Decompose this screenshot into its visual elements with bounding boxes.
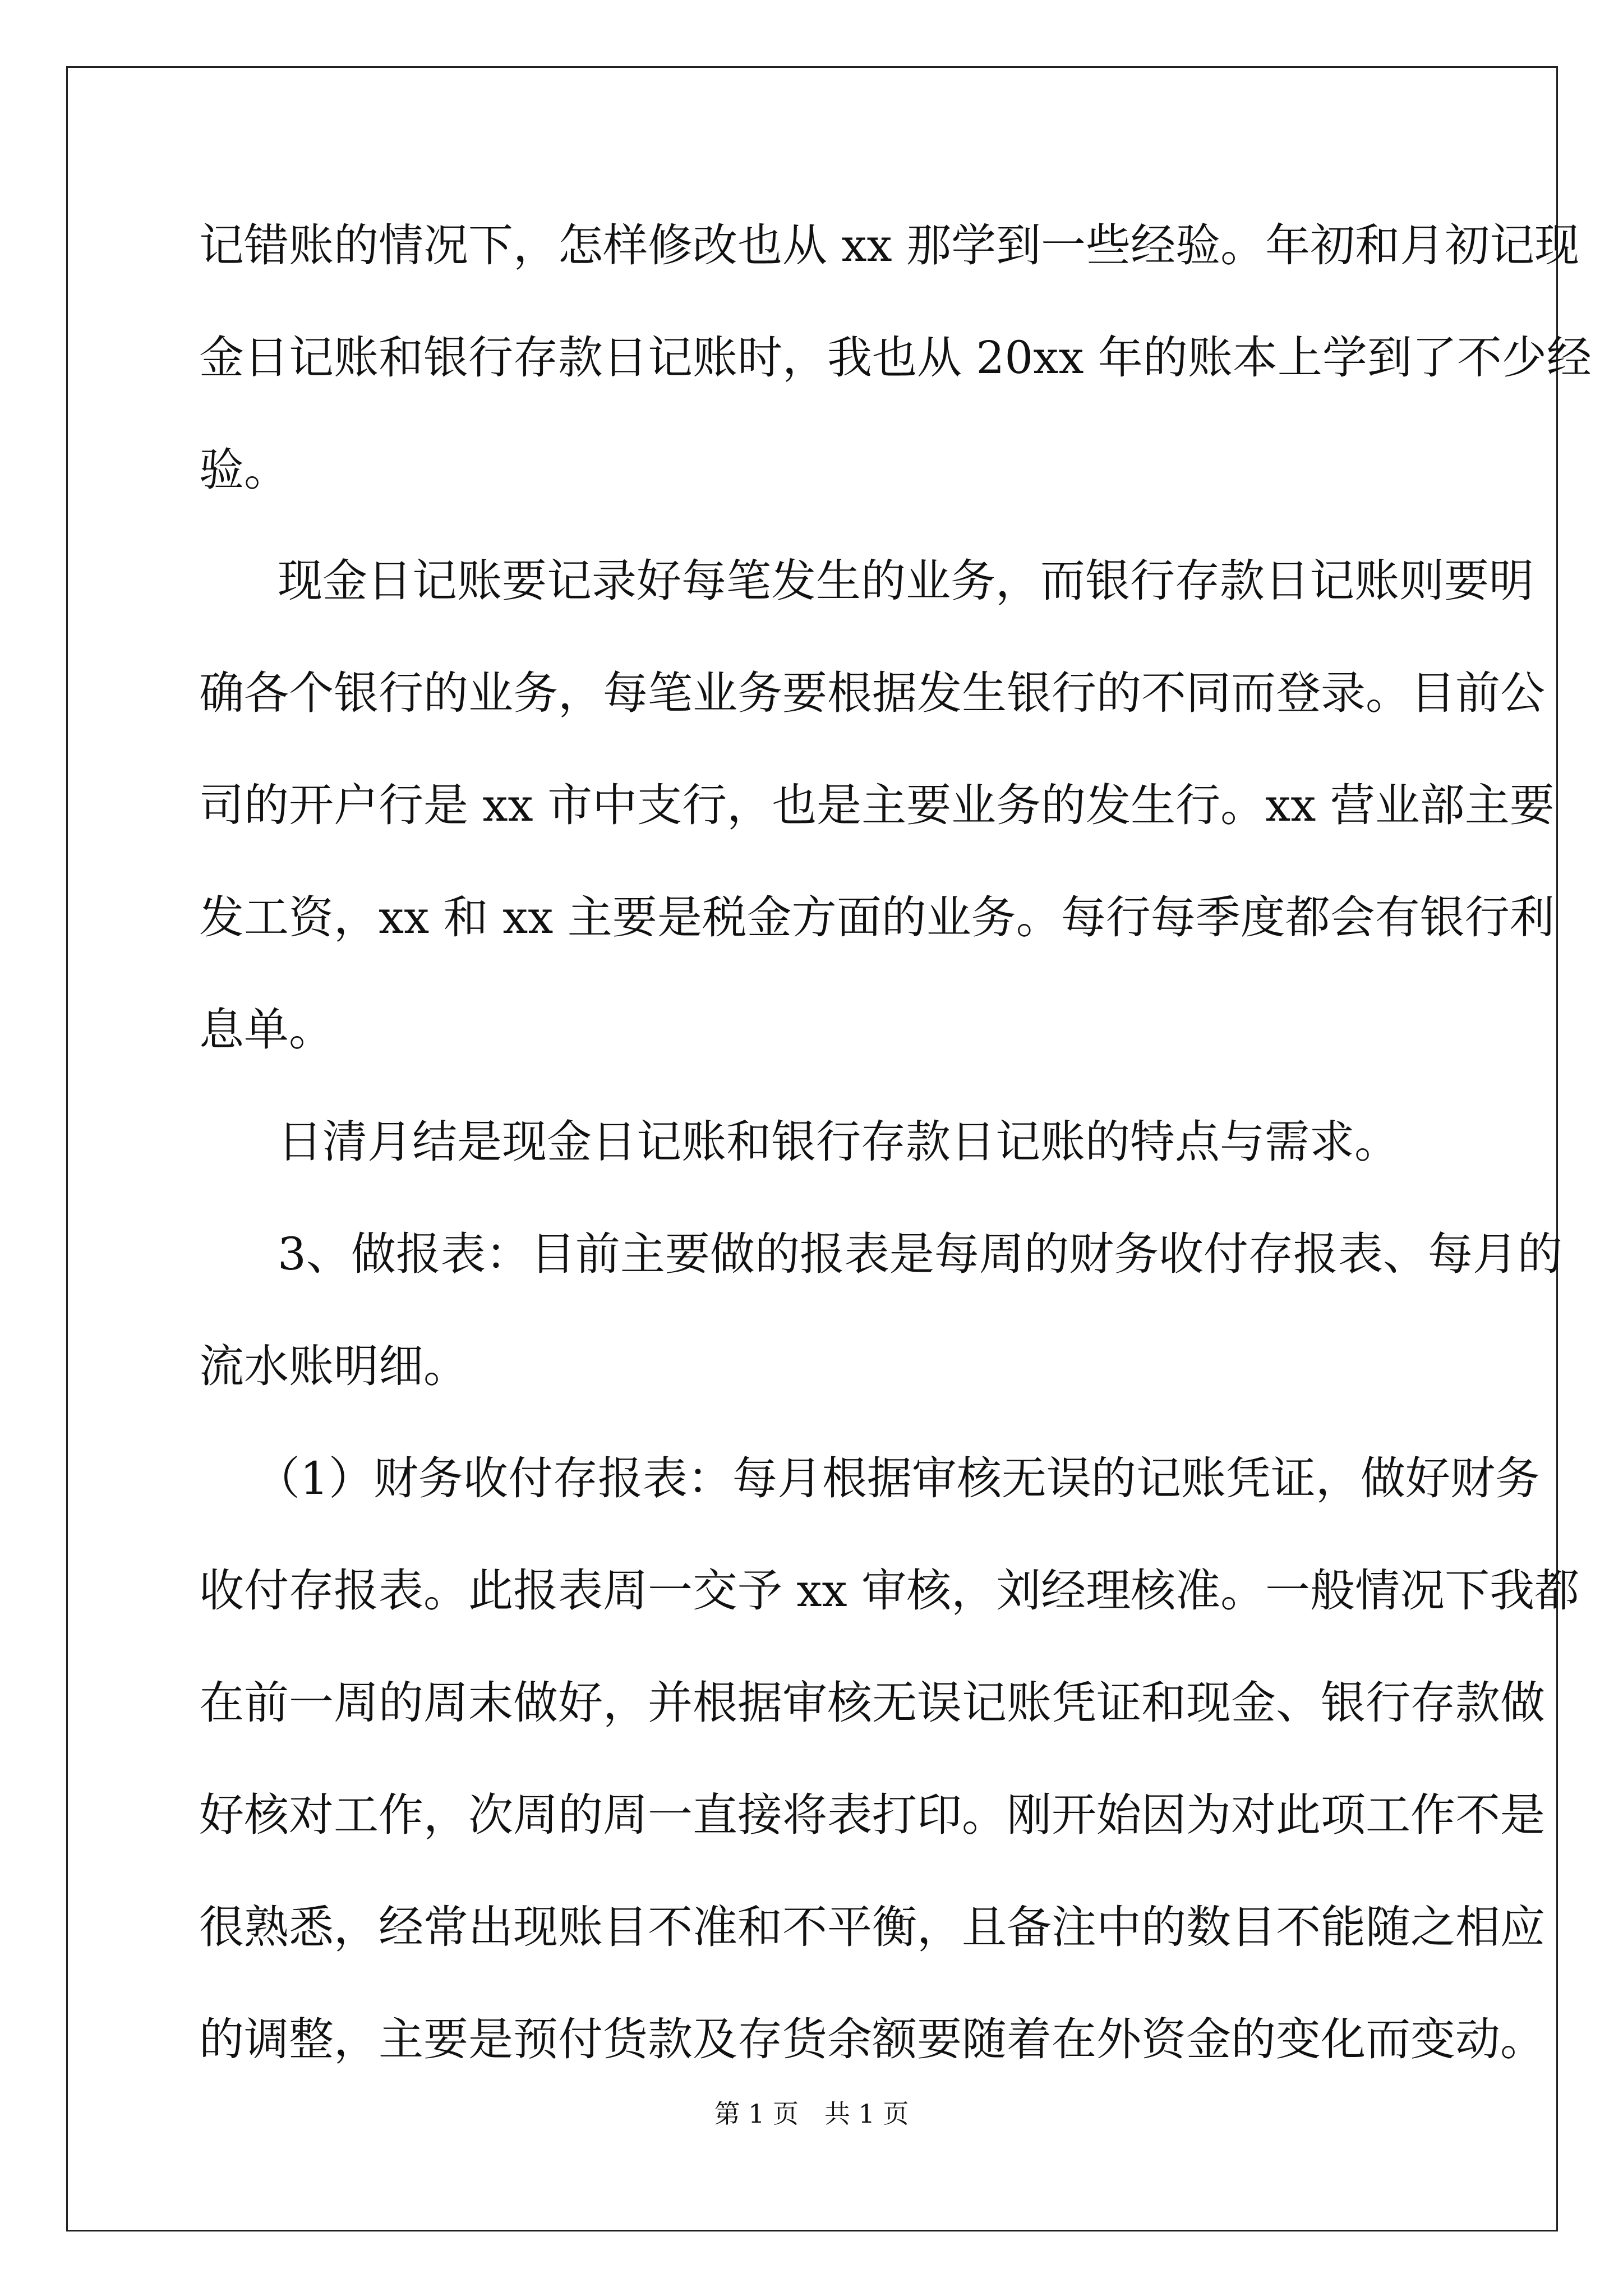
- text-line: 司的开户行是 xx 市中支行，也是主要业务的发生行。xx 营业部主要: [199, 779, 1555, 831]
- paragraph-first-line: （1）财务收付存报表：每月根据审核无误的记账凭证，做好财务: [255, 1452, 1540, 1504]
- text-line: 确各个银行的业务，每笔业务要根据发生银行的不同而登录。目前公: [199, 667, 1545, 719]
- text-line: 收付存报表。此报表周一交予 xx 审核，刘经理核准。一般情况下我都: [199, 1565, 1580, 1617]
- text-line: 的调整，主要是预付货款及存货余额要随着在外资金的变化而变动。: [199, 2013, 1545, 2065]
- text-line: 金日记账和银行存款日记账时，我也从 20xx 年的账本上学到了不少经: [199, 332, 1592, 384]
- text-line: 流水账明细。: [199, 1340, 468, 1392]
- page-footer: 第 1 页 共 1 页: [714, 2099, 909, 2129]
- text-line: 验。: [199, 444, 289, 496]
- text-line: 好核对工作，次周的周一直接将表打印。刚开始因为对此项工作不是: [199, 1789, 1545, 1841]
- paragraph-first-line: 现金日记账要记录好每笔发生的业务，而银行存款日记账则要明: [278, 555, 1534, 607]
- paragraph-first-line: 日清月结是现金日记账和银行存款日记账的特点与需求。: [278, 1116, 1399, 1168]
- paragraph-first-line: 3、做报表：目前主要做的报表是每周的财务收付存报表、每月的: [278, 1228, 1562, 1280]
- text-line: 很熟悉，经常出现账目不准和不平衡，且备注中的数目不能随之相应: [199, 1901, 1545, 1953]
- text-line: 发工资，xx 和 xx 主要是税金方面的业务。每行每季度都会有银行利: [199, 891, 1555, 944]
- text-line: 在前一周的周末做好，并根据审核无误记账凭证和现金、银行存款做: [199, 1677, 1545, 1729]
- text-line: 记错账的情况下，怎样修改也从 xx 那学到一些经验。年初和月初记现: [199, 219, 1580, 272]
- text-line: 息单。: [199, 1004, 334, 1056]
